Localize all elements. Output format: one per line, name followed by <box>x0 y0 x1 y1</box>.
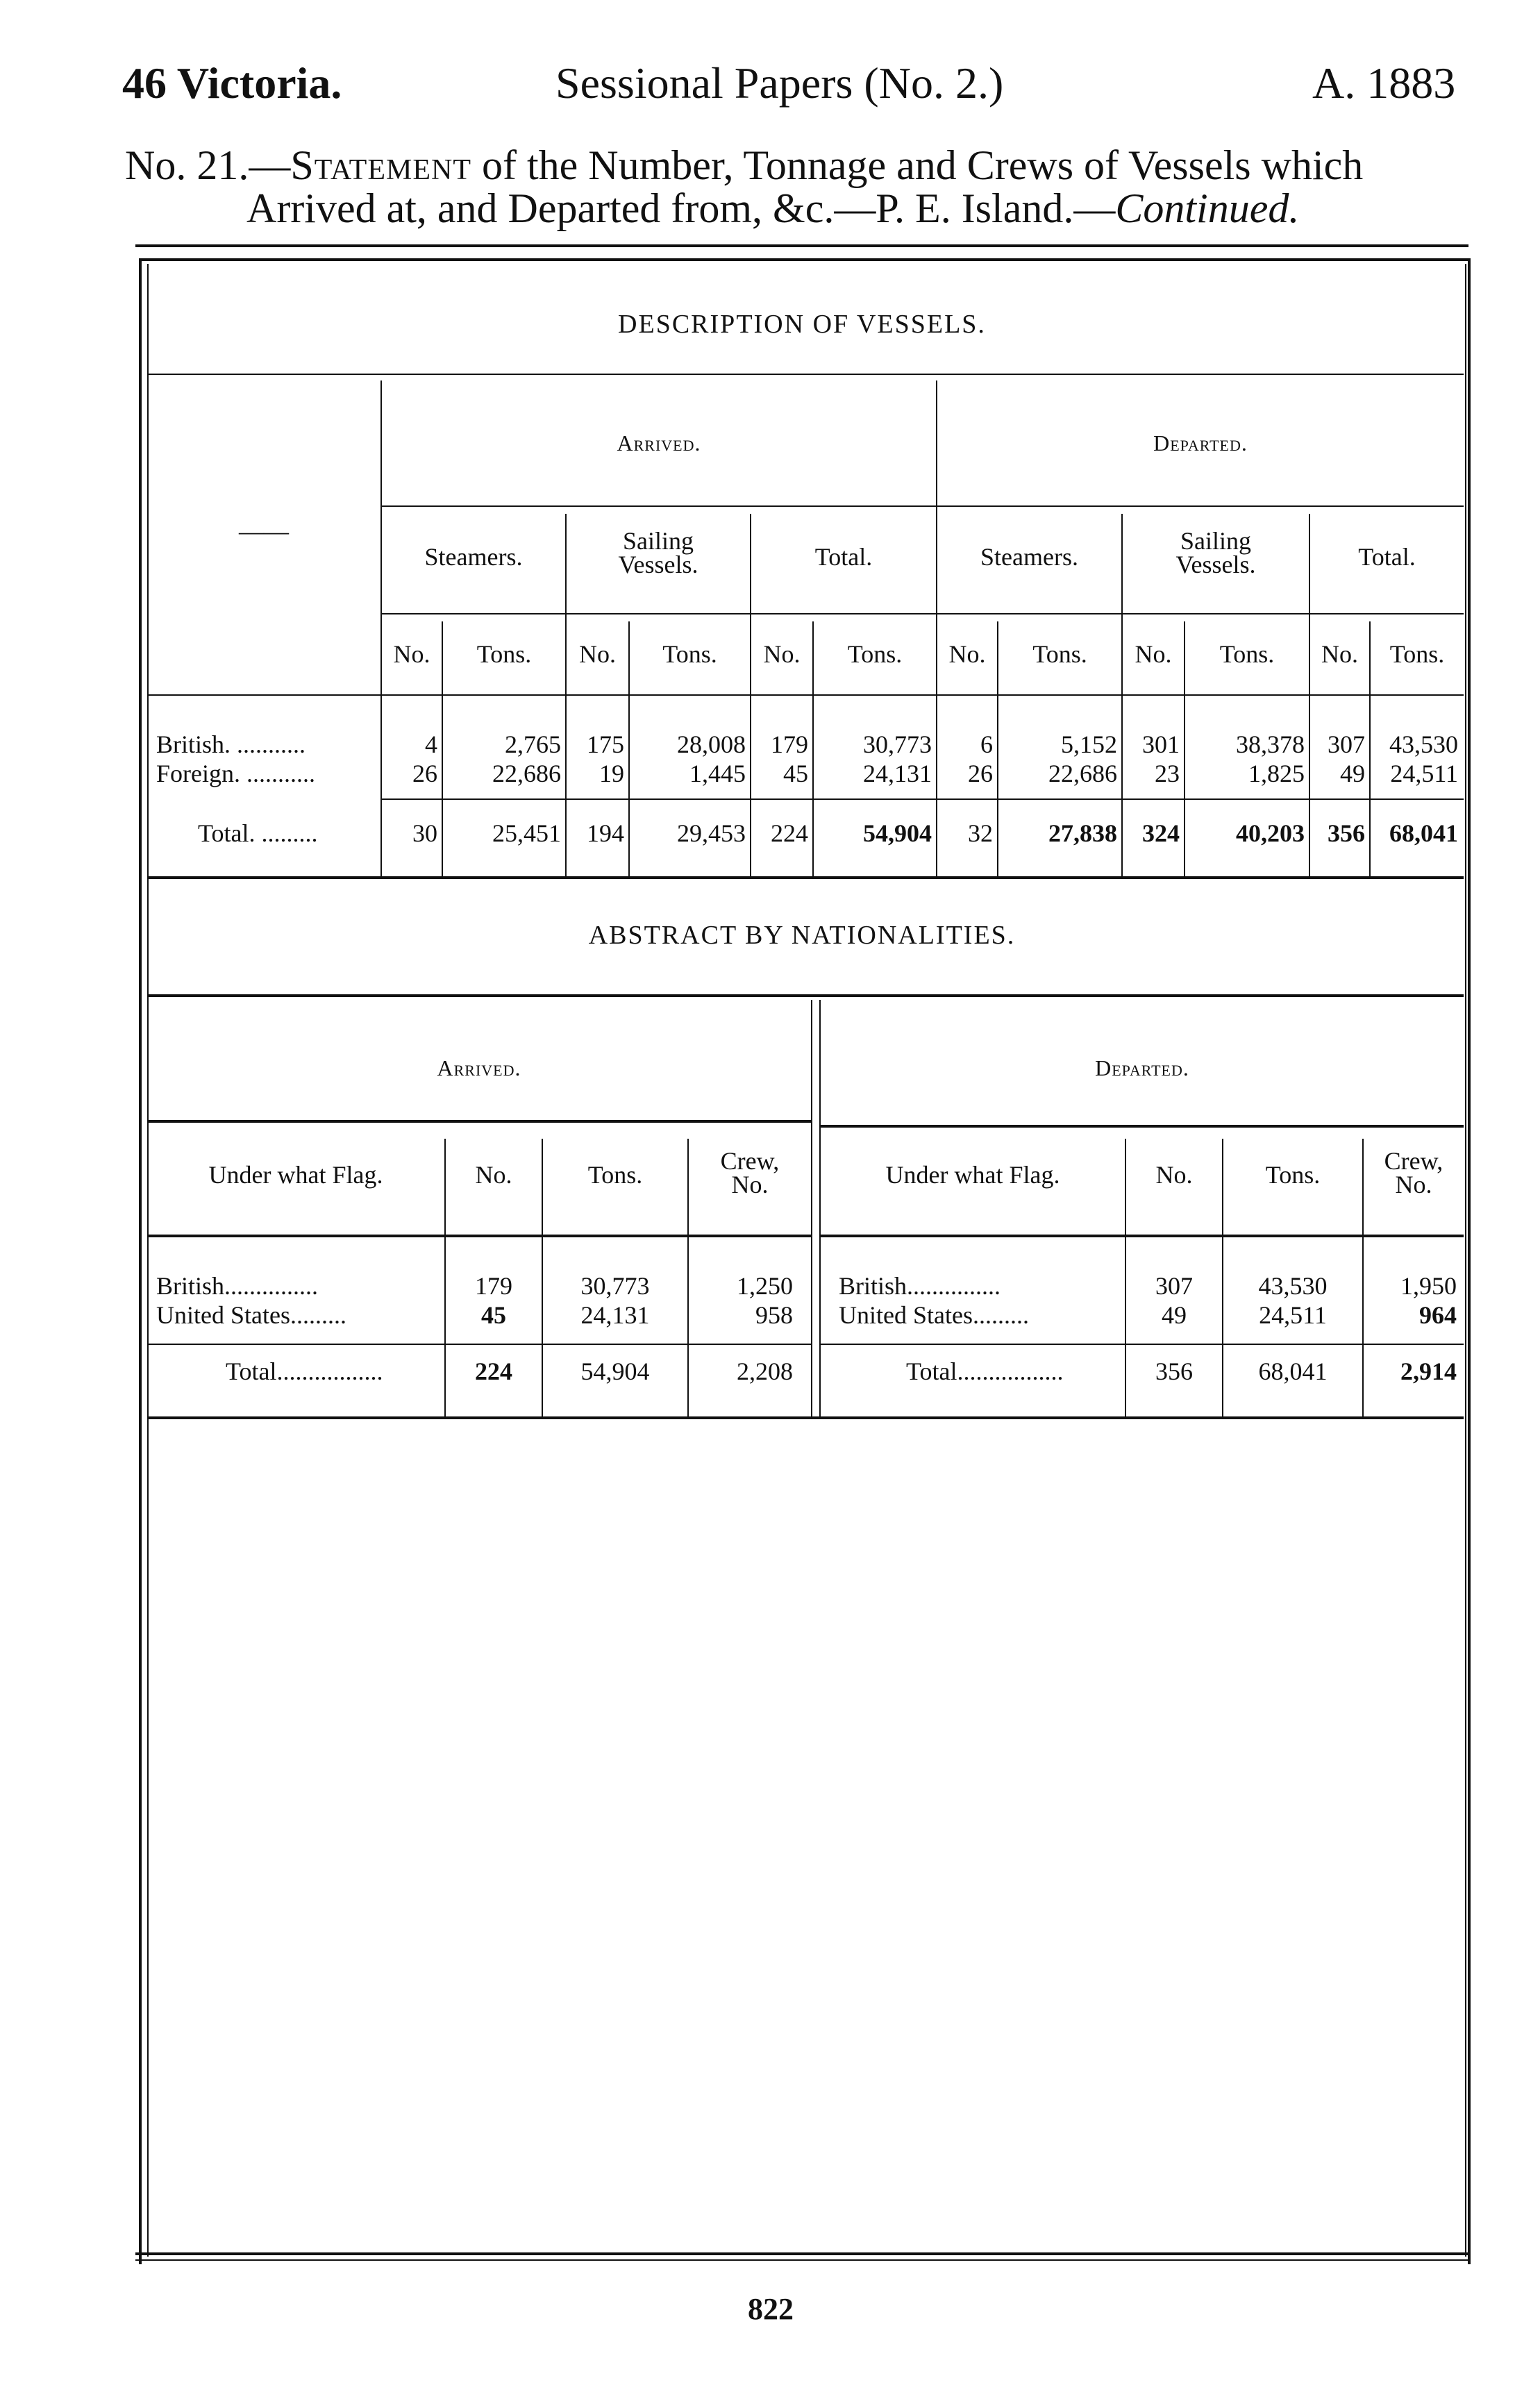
col-header-no: No. <box>1321 640 1358 668</box>
no-cell: 49 <box>1162 1301 1187 1329</box>
total-cell: 68,041 <box>1389 819 1458 847</box>
divider <box>147 1235 811 1237</box>
running-head-right: A. 1883 <box>1312 58 1456 108</box>
total-tons: 68,041 <box>1258 1357 1328 1385</box>
no-cell: 179 <box>475 1272 512 1300</box>
abstract-title: ABSTRACT BY NATIONALITIES. <box>588 921 1016 950</box>
total-no: 224 <box>475 1357 512 1385</box>
group-header: Steamers. <box>980 543 1078 571</box>
cell: 26 <box>412 760 437 787</box>
total-cell: 29,453 <box>677 819 746 847</box>
cell: 45 <box>783 760 808 787</box>
total-flag: Total................. <box>906 1357 1064 1385</box>
tons-cell: 24,511 <box>1259 1301 1327 1329</box>
group-header: Sailing Vessels. <box>1175 527 1256 579</box>
running-head-left: 46 Victoria. <box>122 58 342 108</box>
crew-cell: 958 <box>755 1301 793 1329</box>
running-head-center: Sessional Papers (No. 2.) <box>555 58 1004 108</box>
total-flag: Total................. <box>226 1357 383 1385</box>
divider <box>147 374 1464 375</box>
cell: 179 <box>771 730 808 758</box>
divider <box>821 1235 1464 1237</box>
col-header-tons: Tons. <box>1389 640 1445 668</box>
cell: 301 <box>1142 730 1180 758</box>
page-number: 822 <box>748 2292 794 2326</box>
total-crew: 2,914 <box>1400 1357 1457 1385</box>
flag-cell: British............... <box>156 1272 319 1300</box>
col-header-no: No. <box>579 640 616 668</box>
table-caption-line1 <box>125 144 1500 186</box>
cell: 28,008 <box>677 730 746 758</box>
col-header-no: No. <box>948 640 986 668</box>
total-cell: 25,451 <box>492 819 561 847</box>
stub-dash: —— <box>239 517 289 545</box>
cell: 49 <box>1340 760 1365 787</box>
cell: 24,131 <box>863 760 932 787</box>
total-crew: 2,208 <box>737 1357 793 1385</box>
departed-heading: Departed. <box>1153 430 1248 455</box>
caption-rest: of the Number, Tonnage and Crews of Vessels which <box>471 142 1364 188</box>
tons-cell: 30,773 <box>580 1272 650 1300</box>
divider <box>147 1120 811 1123</box>
tons-header: Tons. <box>587 1161 643 1189</box>
no-cell: 307 <box>1155 1272 1193 1300</box>
total-cell: 356 <box>1328 819 1365 847</box>
bottom-rule-thin <box>135 2259 1468 2261</box>
total-cell: 40,203 <box>1236 819 1305 847</box>
cell: 43,530 <box>1389 730 1458 758</box>
divider <box>147 876 1464 879</box>
crew-header: Crew, No. <box>720 1147 780 1199</box>
flag-cell: British............... <box>839 1272 1001 1300</box>
crew-cell: 964 <box>1419 1301 1457 1329</box>
crew-cell: 1,250 <box>737 1272 793 1300</box>
tons-cell: 24,131 <box>580 1301 650 1329</box>
abstract-arrived-heading: Arrived. <box>437 1055 521 1080</box>
divider <box>147 694 1464 696</box>
group-header: Total. <box>1358 543 1416 571</box>
cell: 23 <box>1155 760 1180 787</box>
bottom-rule <box>135 2252 1468 2255</box>
row-label: Foreign. ........... <box>156 760 315 787</box>
cell: 1,825 <box>1248 760 1305 787</box>
cell: 30,773 <box>863 730 932 758</box>
group-header: Total. <box>814 543 873 571</box>
total-cell: 27,838 <box>1048 819 1117 847</box>
cell: 2,765 <box>505 730 561 758</box>
no-header: No. <box>475 1161 512 1189</box>
cell: 22,686 <box>492 760 561 787</box>
total-cell: 194 <box>587 819 624 847</box>
cell: 26 <box>968 760 993 787</box>
col-header-tons: Tons. <box>662 640 717 668</box>
description-title: DESCRIPTION OF VESSELS. <box>618 310 986 339</box>
total-cell: 32 <box>968 819 993 847</box>
cell: 24,511 <box>1390 760 1458 787</box>
col-header-tons: Tons. <box>1219 640 1275 668</box>
divider <box>147 994 1464 997</box>
caption-statement: Statement <box>290 142 471 188</box>
total-cell: 324 <box>1142 819 1180 847</box>
cell: 307 <box>1328 730 1365 758</box>
cell: 5,152 <box>1061 730 1117 758</box>
cell: 6 <box>980 730 993 758</box>
cell: 4 <box>425 730 437 758</box>
cell: 19 <box>599 760 624 787</box>
tons-cell: 43,530 <box>1258 1272 1328 1300</box>
col-header-tons: Tons. <box>1032 640 1087 668</box>
total-cell: 224 <box>771 819 808 847</box>
crew-header: Crew, No. <box>1384 1147 1443 1199</box>
group-header: Steamers. <box>424 543 523 571</box>
table-caption-line2 <box>246 187 1540 229</box>
divider <box>821 1125 1464 1128</box>
no-header: No. <box>1155 1161 1193 1189</box>
tons-header: Tons. <box>1265 1161 1321 1189</box>
total-cell: 54,904 <box>863 819 932 847</box>
divider <box>380 613 1464 614</box>
total-label: Total. ......... <box>198 819 318 847</box>
abstract-departed-heading: Departed. <box>1095 1055 1189 1080</box>
cell: 175 <box>587 730 624 758</box>
flag-header: Under what Flag. <box>208 1161 383 1189</box>
col-divider <box>811 1000 812 1416</box>
cell: 38,378 <box>1236 730 1305 758</box>
flag-cell: United States......... <box>839 1301 1029 1329</box>
col-header-tons: Tons. <box>847 640 903 668</box>
caption-continued: Continued. <box>1115 185 1300 231</box>
no-cell: 45 <box>481 1301 506 1329</box>
divider <box>147 1344 811 1345</box>
row-label: British. ........... <box>156 730 306 758</box>
divider <box>380 798 1464 800</box>
cell: 1,445 <box>689 760 746 787</box>
arrived-heading: Arrived. <box>617 430 701 455</box>
total-cell: 30 <box>412 819 437 847</box>
divider <box>380 505 1464 507</box>
caption-number: No. 21.— <box>125 142 291 188</box>
flag-header: Under what Flag. <box>885 1161 1060 1189</box>
group-header: Sailing Vessels. <box>618 527 698 579</box>
total-no: 356 <box>1155 1357 1193 1385</box>
cell: 22,686 <box>1048 760 1117 787</box>
divider <box>821 1344 1464 1345</box>
divider <box>147 1416 1464 1419</box>
col-header-no: No. <box>393 640 430 668</box>
col-header-no: No. <box>763 640 801 668</box>
total-tons: 54,904 <box>580 1357 650 1385</box>
col-header-tons: Tons. <box>476 640 532 668</box>
crew-cell: 1,950 <box>1400 1272 1457 1300</box>
col-header-no: No. <box>1135 640 1172 668</box>
flag-cell: United States......... <box>156 1301 346 1329</box>
top-rule <box>135 244 1468 247</box>
caption-line2: Arrived at, and Departed from, &c.—P. E. Island.— <box>246 185 1116 231</box>
